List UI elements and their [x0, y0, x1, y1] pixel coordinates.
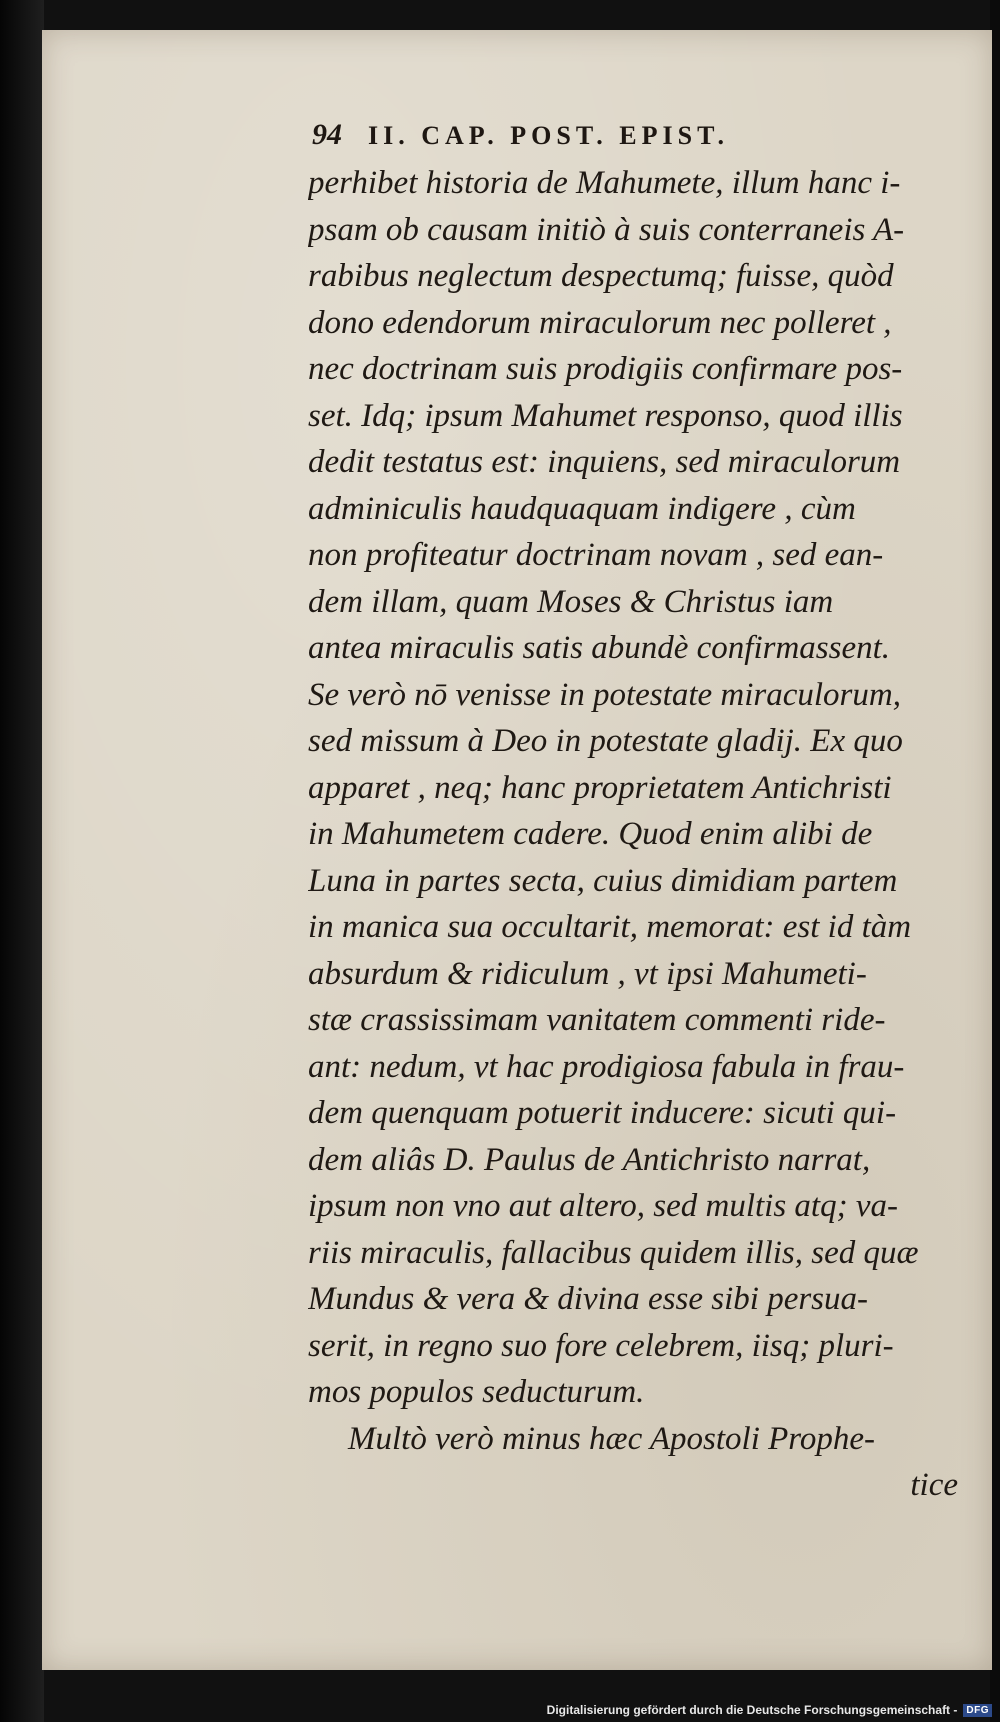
footer-credit-text: Digitalisierung gefördert durch die Deutsche Forschungsgemeinschaft - [546, 1703, 958, 1717]
text-line: dem illam, quam Moses & Christus iam [308, 583, 834, 620]
text-line: sed missum à Deo in potestate gladij. Ex quo [308, 723, 903, 759]
text-line: riis miraculis, fallacibus quidem illis, sed quæ [308, 1234, 919, 1271]
text-line: adminiculis haudquaquam indigere , cùm [308, 490, 856, 527]
text-line: rabibus neglectum despectumq; fuisse, quòd [308, 258, 894, 294]
running-head-title: II. CAP. POST. EPIST. [368, 121, 729, 150]
text-line: Mundus & vera & divina esse sibi persua- [308, 1281, 869, 1317]
text-line: ipsum non vno aut altero, sed multis atq; va- [308, 1188, 898, 1224]
text-line: mos populos seducturum. [308, 1374, 645, 1410]
text-line: serit, in regno suo fore celebrem, iisq; pluri- [308, 1327, 894, 1364]
text-line: Luna in partes secta, cuius dimidiam partem [308, 862, 898, 899]
text-line: stæ crassissimam vanitatem commenti ride- [308, 1002, 886, 1038]
paragraph-start-line: Multò verò minus hæc Apostoli Prophe- [348, 1420, 876, 1457]
page-number: 94 [312, 118, 342, 151]
text-line: absurdum & ridiculum , vt ipsi Mahumeti- [308, 955, 867, 992]
text-line: dem aliâs D. Paulus de Antichristo narrat, [308, 1141, 871, 1178]
running-head [312, 118, 872, 158]
text-line: antea miraculis satis abundè confirmassent. [308, 630, 891, 666]
catchword: tice [910, 1467, 958, 1503]
text-line: Se verò nō venisse in potestate miraculorum, [308, 676, 901, 713]
text-line: dono edendorum miraculorum nec polleret , [308, 304, 892, 341]
text-line: apparet , neq; hanc proprietatem Antichristi [308, 769, 892, 806]
text-line: ant: nedum, vt hac prodigiosa fabula in frau- [308, 1048, 905, 1085]
dfg-logo: DFG [963, 1704, 992, 1717]
text-line: non profiteatur doctrinam novam , sed ean- [308, 537, 884, 573]
text-line: dedit testatus est: inquiens, sed miraculorum [308, 444, 901, 480]
text-line: nec doctrinam suis prodigiis confirmare pos- [308, 351, 903, 387]
text-line: in manica sua occultarit, memorat: est id tàm [308, 909, 912, 945]
text-line: set. Idq; ipsum Mahumet responso, quod illis [308, 397, 903, 434]
page-body-text [308, 160, 968, 1503]
text-line: perhibet historia de Mahumete, illum hanc i- [308, 165, 901, 201]
book-spine-edge [0, 0, 44, 1722]
text-line: in Mahumetem cadere. Quod enim alibi de [308, 816, 873, 852]
text-line: psam ob causam initiò à suis conterraneis A- [308, 211, 905, 248]
digitization-footer [547, 1700, 992, 1720]
text-line: dem quenquam potuerit inducere: sicuti qui- [308, 1095, 897, 1131]
